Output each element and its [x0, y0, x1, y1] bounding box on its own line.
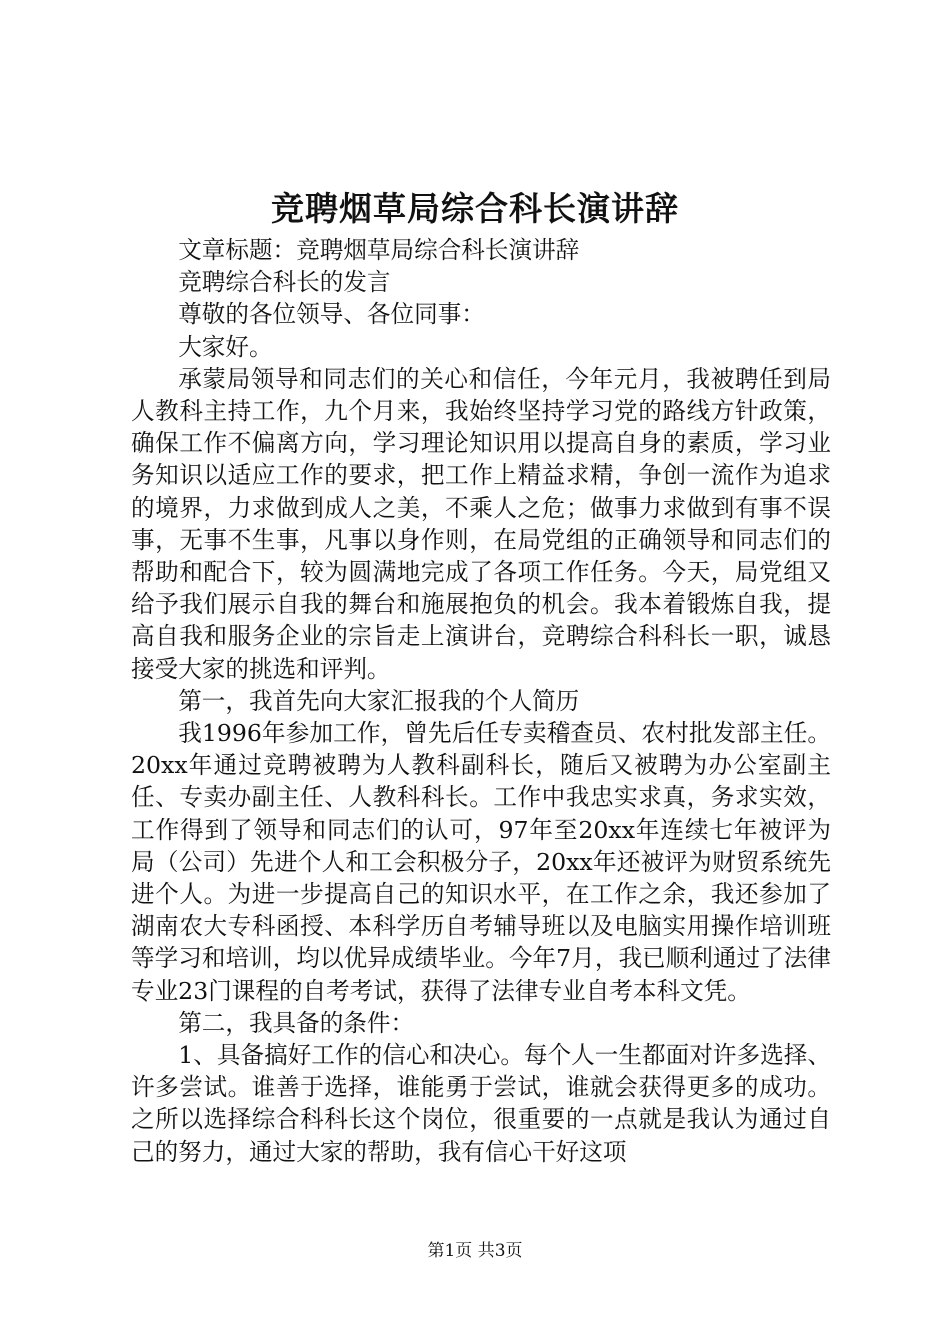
paragraph-subtitle: 竞聘综合科长的发言 — [178, 268, 391, 297]
paragraph-section-two-heading: 第二，我具备的条件： — [178, 1008, 415, 1037]
paragraph-introduction: 承蒙局领导和同志们的关心和信任，今年元月，我被聘任到局人教科主持工作，九个月来，我始终坚持学习党的路线方针政策，确保工作不偏离方向，学习理论知识用以提高自身的素质，学习业务知识以适应工作的要求，把工作上精益求精，争创一流作为追求的境界，力求做到成人之美，不乘人之危；做事力求做到有事不误事，无事不生事，凡事以身作则，在局党组的正确领导和同志们的帮助和配合下，较为圆满地完成了各项工作任务。今天，局党组又给予我们展示自我的舞台和施展抱负的机会。我本着锻炼自我，提高自我和服务企业的宗旨走上演讲台，竞聘综合科科长一职，诚恳接受大家的挑选和评判。 — [131, 364, 831, 683]
paragraph-resume: 我1996年参加工作，曾先后任专卖稽查员、农村批发部主任。20xx年通过竞聘被聘为人教科副科长，随后又被聘为办公室副主任、专卖办副主任、人教科科长。工作中我忠实求真，务求实效，工作得到了领导和同志们的认可，97年至20xx年连续七年被评为局（公司）先进个人和工会积极分子，20xx年还被评为财贸系统先进个人。为进一步提高自己的知识水平，在工作之余，我还参加了湖南农大专科函授、本科学历自考辅导班以及电脑实用操作培训班等学习和培训，均以优异成绩毕业。今年7月，我已顺利通过了法律专业23门课程的自考考试，获得了法律专业自考本科文凭。 — [131, 719, 831, 1005]
paragraph-article-title: 文章标题：竞聘烟草局综合科长演讲辞 — [178, 236, 580, 264]
paragraph-salutation: 尊敬的各位领导、各位同事： — [178, 300, 485, 329]
paragraph-section-one-heading: 第一，我首先向大家汇报我的个人简历 — [178, 686, 580, 715]
paragraph-greeting: 大家好。 — [178, 332, 273, 361]
document-body — [131, 234, 831, 1168]
paragraph-condition-one: 1、具备搞好工作的信心和决心。每个人一生都面对许多选择、许多尝试。谁善于选择，谁能勇于尝试，谁就会获得更多的成功。之所以选择综合科科长这个岗位，很重要的一点就是我认为通过自己的努力，通过大家的帮助，我有信心干好这项 — [131, 1041, 831, 1166]
page-number-footer: 第1页 共3页 — [427, 1241, 523, 1261]
document-title: 竞聘烟草局综合科长演讲辞 — [271, 189, 679, 228]
